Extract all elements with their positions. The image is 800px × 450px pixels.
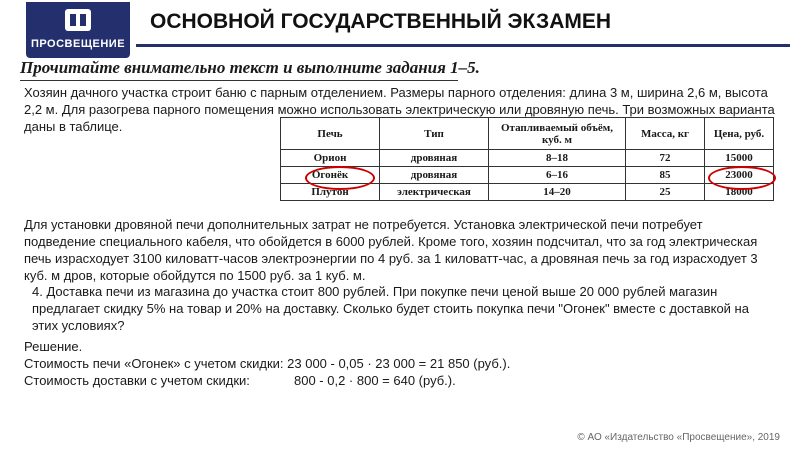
table-header: Отапливаемый объём, куб. м <box>489 118 626 150</box>
solution-heading: Решение. <box>24 339 83 354</box>
page-title: ОСНОВНОЙ ГОСУДАРСТВЕННЫЙ ЭКЗАМЕН <box>150 10 612 33</box>
task-question: 4. Доставка печи из магазина до участка стоит 800 рублей. При покупке печи ценой выше 20 000 рублей магазин предлагает скидку 5% на товар и 20% на доставку. Сколько будет стоить покупка печи "Огонек" вместе с доставкой на этих условиях? <box>32 284 749 333</box>
highlight-oval-ogonek <box>305 166 375 190</box>
table-cell: 15000 <box>705 150 774 167</box>
table-cell: 6–16 <box>489 167 626 184</box>
table-header-row <box>281 118 774 150</box>
solution-line-1 <box>24 355 776 372</box>
instruction-underline <box>20 80 458 81</box>
table-row <box>281 150 774 167</box>
task-paragraph-1: Хозяин дачного участка строит баню с парным отделением. Размеры парного отделения: длина 3 м, ширина 2,6 м, высота 2,2 м. Для разогрева парного помещения можно использовать электрическую или дровяную печь. Три возможных варианта даны в таблице. <box>24 85 775 134</box>
table-cell: 18000 <box>705 184 774 201</box>
table-cell: дровяная <box>380 150 489 167</box>
solution-line-1-label: Стоимость печи «Огонек» с учетом скидки: <box>24 356 284 371</box>
table-cell: 23000 <box>705 167 774 184</box>
table-cell: Плутон <box>281 184 380 201</box>
logo-text: ПРОСВЕЩЕНИЕ <box>30 38 126 50</box>
table-cell: 85 <box>626 167 705 184</box>
task-paragraph-2: Для установки дровяной печи дополнительных затрат не потребуется. Установка электрической печи потребует подведение специального кабеля, что обойдется в 6000 рублей. Кроме того, хозяин подсчитал, что за год электрическая печь израсходует 3100 киловатт-часов электроэнергии по 4 руб. за 1 киловатт-час, а дровяная печь за год израсходует 3 куб. м дров, которые обойдутся по 1500 руб. за 1 куб. м. <box>24 217 758 283</box>
table-cell: 8–18 <box>489 150 626 167</box>
copyright-footer: © АО «Издательство «Просвещение», 2019 <box>577 432 780 443</box>
table-cell: Орион <box>281 150 380 167</box>
highlight-oval-price <box>708 166 776 190</box>
solution-line-1-value: 23 000 - 0,05 · 23 000 = 21 850 (руб.). <box>287 356 511 371</box>
solution-line-2-label: Стоимость доставки с учетом скидки: <box>24 373 250 388</box>
solution-line-2 <box>24 372 776 389</box>
logo-book-icon <box>65 9 91 31</box>
solution-line-2-value: 800 - 0,2 · 800 = 640 (руб.). <box>294 373 456 388</box>
prosveshchenie-logo <box>26 2 130 58</box>
table-header: Масса, кг <box>626 118 705 150</box>
header-divider <box>136 44 790 47</box>
table-cell: дровяная <box>380 167 489 184</box>
table-header: Печь <box>281 118 380 150</box>
table-cell: 72 <box>626 150 705 167</box>
table-cell: Огонёк <box>281 167 380 184</box>
table-header: Тип <box>380 118 489 150</box>
task-instruction: Прочитайте внимательно текст и выполните задания 1–5. <box>20 58 480 77</box>
solution-block <box>24 338 776 389</box>
table-header: Цена, руб. <box>705 118 774 150</box>
table-cell: 14–20 <box>489 184 626 201</box>
table-cell: 25 <box>626 184 705 201</box>
table-cell: электрическая <box>380 184 489 201</box>
header <box>0 0 800 50</box>
